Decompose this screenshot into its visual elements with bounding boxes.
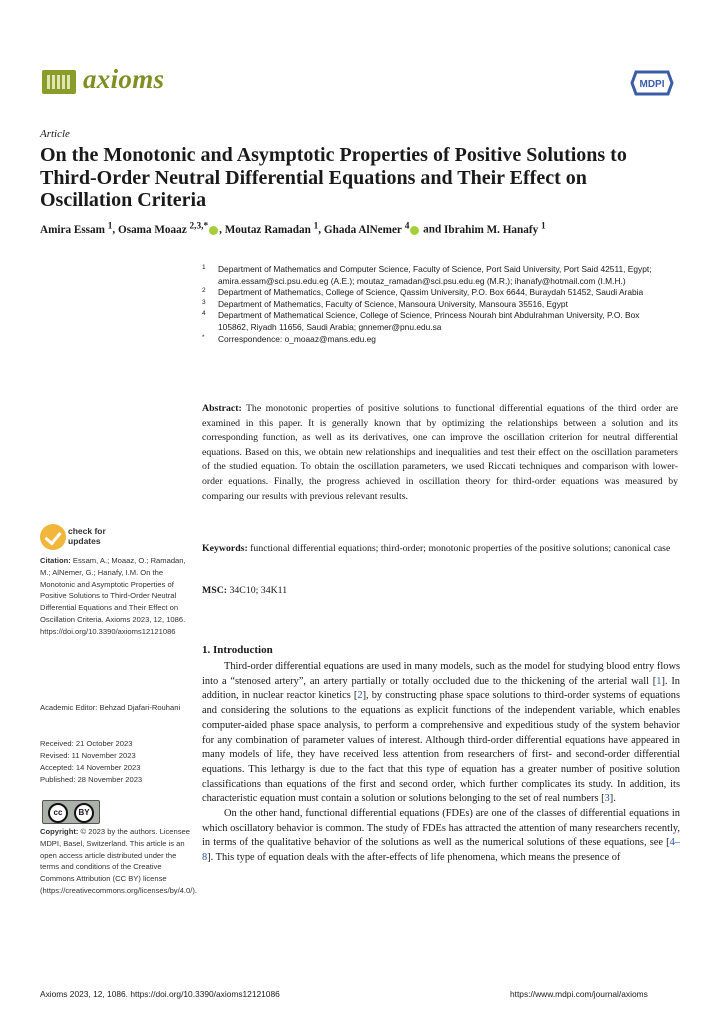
copyright-text: © 2023 by the authors. Licensee MDPI, Basel, Switzerland. This article is an open access article distributed under the terms and conditions of the Creative Commons Attribution (CC BY) license (https://creativecommons.org/licenses/by/4.0/). xyxy=(40,827,197,895)
citation xyxy=(40,555,190,638)
paragraph: On the other hand, functional differential equations (FDEs) are one of the classes of differential equations in which oscillatory behavior is common. The study of FDEs has attracted the attention of many researchers recently, in terms of the qualitative behavior of the solutions as well as the numerical solutions of these equations, see [4–8]. This type of equation deals with the after-effects of life phenomena, which means the presence of xyxy=(202,808,680,864)
check-for-updates-label[interactable]: check for updates xyxy=(68,526,106,546)
keywords xyxy=(202,542,678,557)
author[interactable]: Osama Moaaz $^{2,3,*}$ xyxy=(118,221,209,236)
correspondence: * Correspondence: o_moaaz@mans.edu.eg xyxy=(202,333,376,344)
abstract-text: The monotonic properties of positive solutions to functional differential equations of the third order are examined in this paper. It is generally known that by optimizing the relationships between a solution and its corresponding function, as well as its derivatives, one can improve the oscillation criterion for neutral differential equations. Based on this, we obtain new relationships and inequalities and test their effect on the oscillation parameters of the studied equation. To obtain the oscillation parameters, we used Riccati techniques and comparison with lower-order equations. Finally, the progress achieved in oscillation theory for third-order equations was measured by comparing our results with previous relevant results. xyxy=(202,403,678,502)
author[interactable]: Amira Essam $^1$ xyxy=(40,221,113,236)
affiliation: 3 Department of Mathematics, Faculty of Science, Mansoura University, Mansoura 35516, Egypt xyxy=(202,298,568,309)
academic-editor: Academic Editor: Behzad Djafari-Rouhani xyxy=(40,703,181,712)
article-type: Article xyxy=(40,128,70,140)
orcid-icon[interactable] xyxy=(209,226,218,235)
journal-name[interactable]: axioms xyxy=(83,64,165,94)
reference-link[interactable]: 2 xyxy=(357,690,363,702)
check-for-updates-icon[interactable] xyxy=(40,524,66,550)
mdpi-logo[interactable] xyxy=(630,68,674,98)
journal-logo-icon xyxy=(42,70,76,94)
section-heading: 1. Introduction xyxy=(202,644,273,656)
footer-journal-url[interactable]: https://www.mdpi.com/journal/axioms xyxy=(510,989,648,999)
mdpi-logo-text: MDPI xyxy=(639,79,665,90)
body-text xyxy=(202,660,680,866)
accepted-date: Accepted: 14 November 2023 xyxy=(40,763,141,772)
keywords-text: functional differential equations; third-order; monotonic properties of the positive solutions; canonical case xyxy=(250,543,671,554)
abstract xyxy=(202,402,678,504)
cc-by-license-icon[interactable] xyxy=(42,800,100,824)
copyright-label: Copyright: xyxy=(40,827,79,836)
author[interactable]: Ibrahim M. Hanafy $^1$ xyxy=(444,221,546,236)
received-date: Received: 21 October 2023 xyxy=(40,739,133,748)
keywords-label: Keywords: xyxy=(202,543,248,554)
msc-text: 34C10; 34K11 xyxy=(229,585,288,596)
paragraph: Third-order differential equations are used in many models, such as the model for studying blood entry flows into a “stenosed artery”, an artery partially or totally occluded due to the thickening of the arterial wall [1]. In addition, in nuclear reactor kinetics [2], by constructing phase space solutions to third-order systems of equations and considering the solutions to the equations as explicit functions of the independent variable, which enables computer-aided phase space analysis, to perform a comprehensive and expeditious study of the system behavior for any combination of parameter values of interest. Although third-order differential equations have appeared in many models of life, they have received less attention from researchers of first- and second-order differential equations. This lethargy is due to the fact that this type of equation has a greater number of positive solution classifications than equations of the first and second order, which further complicates its study. In addition, its characteristic equation must contain a solution or solutions belonging to the set of real numbers [3]. xyxy=(202,661,680,805)
author-list: Amira Essam $^1$, Osama Moaaz $^{2,3,*}$ , Moutaz Ramadan $^1$, Ghada AlNemer $^4$ and Ibrahim M. Hanafy $^1$ xyxy=(40,221,546,236)
footer-citation[interactable]: Axioms 2023, 12, 1086. https://doi.org/10.3390/axioms12121086 xyxy=(40,989,280,999)
copyright xyxy=(40,826,197,897)
paper-title: On the Monotonic and Asymptotic Properties of Positive Solutions to Third-Order Neutral Differential Equations and Their Effect on Oscillation Criteria xyxy=(40,144,627,211)
citation-text: Essam, A.; Moaaz, O.; Ramadan, M.; AlNemer, G.; Hanafy, I.M. On the Monotonic and Asymptotic Properties of Positive Solutions to Third-Order Neutral Differential Equations and Their Effect on Oscillation Criteria. Axioms 2023, 12, 1086. https://doi.org/10.3390/axioms12121086 xyxy=(40,556,186,636)
abstract-label: Abstract: xyxy=(202,403,242,414)
affiliation: 4 Department of Mathematical Science, College of Science, Princess Nourah bint Abdulrahman University, P.O. Box 105862, Riyadh 11656, Saudi Arabia; gnnemer@pnu.edu.sa xyxy=(202,310,640,332)
revised-date: Revised: 11 November 2023 xyxy=(40,751,136,760)
author[interactable]: Ghada AlNemer $^4$ xyxy=(323,221,410,236)
msc-label: MSC: xyxy=(202,585,228,596)
affiliation: 1 Department of Mathematics and Computer Science, Faculty of Science, Port Said University, Port Said 42511, Egypt; amira.essam@sci.psu.edu.eg (A.E.); moutaz_ramadan@sci.psu.edu.eg (M.R.); ihanafy@hotmail.com (I.M.H.) xyxy=(202,264,652,286)
reference-link[interactable]: 3 xyxy=(604,793,610,805)
by-icon: BY xyxy=(74,803,94,823)
published-date: Published: 28 November 2023 xyxy=(40,775,143,784)
orcid-icon[interactable] xyxy=(410,226,419,235)
reference-link[interactable]: 4–8 xyxy=(202,837,680,864)
msc-codes xyxy=(202,585,678,596)
author[interactable]: Moutaz Ramadan $^1$ xyxy=(224,221,319,236)
cc-icon: cc xyxy=(48,803,68,823)
citation-label: Citation: xyxy=(40,556,71,565)
reference-link[interactable]: 1 xyxy=(656,675,662,687)
affiliations xyxy=(202,264,672,345)
affiliation: 2 Department of Mathematics, College of Science, Qassim University, P.O. Box 6644, Buraydah 51452, Saudi Arabia xyxy=(202,287,644,298)
